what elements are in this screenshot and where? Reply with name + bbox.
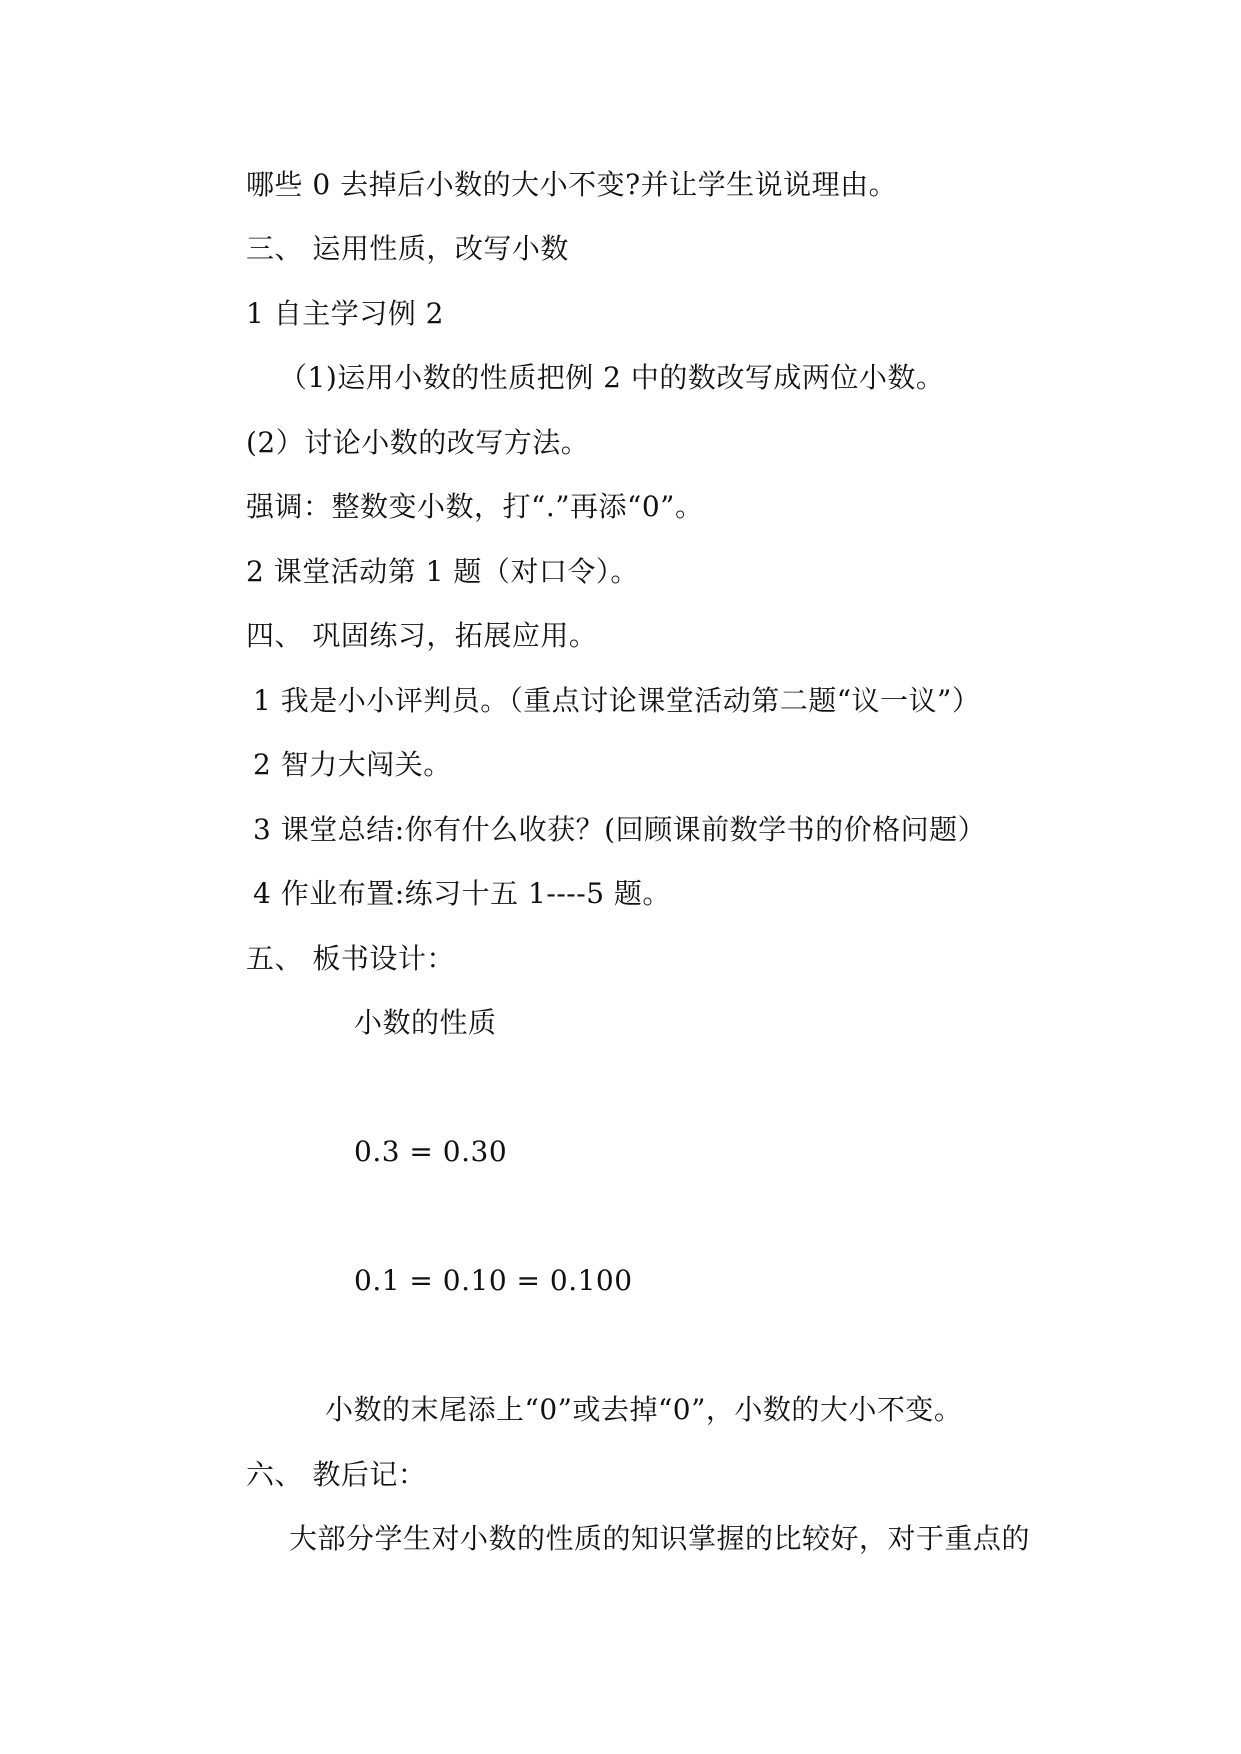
section-heading-three: 三、 运用性质，改写小数 [246,232,569,265]
section-heading-four: 四、 巩固练习，拓展应用。 [246,619,598,652]
board-title: 小数的性质 [354,1006,497,1039]
text-line-rewrite-two-decimal: （1)运用小数的性质把例 2 中的数改写成两位小数。 [279,361,945,394]
section-heading-six: 六、 教后记： [246,1458,427,1491]
board-rule: 小数的末尾添上“0”或去掉“0”，小数的大小不变。 [325,1393,963,1426]
text-line-challenge: 2 智力大闯关。 [253,748,452,781]
text-line-reflection: 大部分学生对小数的性质的知识掌握的比较好，对于重点的 [289,1522,1031,1555]
section-heading-five: 五、 板书设计： [246,942,455,975]
board-equation-one: 0.3 = 0.30 [354,1135,508,1168]
text-line-homework: 4 作业布置:练习十五 1----5 题。 [253,877,671,910]
text-line-reason: 哪些 0 去掉后小数的大小不变?并让学生说说理由。 [246,168,898,201]
text-line-discuss-method: (2）讨论小数的改写方法。 [246,426,590,459]
text-line-summary: 3 课堂总结:你有什么收获？(回顾课前数学书的价格问题） [253,813,987,846]
board-equation-two: 0.1 = 0.10 = 0.100 [354,1264,633,1297]
text-line-emphasis: 强调：整数变小数，打“.”再添“0”。 [246,490,704,523]
text-line-example-2: 1 自主学习例 2 [246,297,444,330]
text-line-judge: 1 我是小小评判员。（重点讨论课堂活动第二题“议一议”） [253,684,981,717]
text-line-class-activity: 2 课堂活动第 1 题（对口令）。 [246,555,639,588]
